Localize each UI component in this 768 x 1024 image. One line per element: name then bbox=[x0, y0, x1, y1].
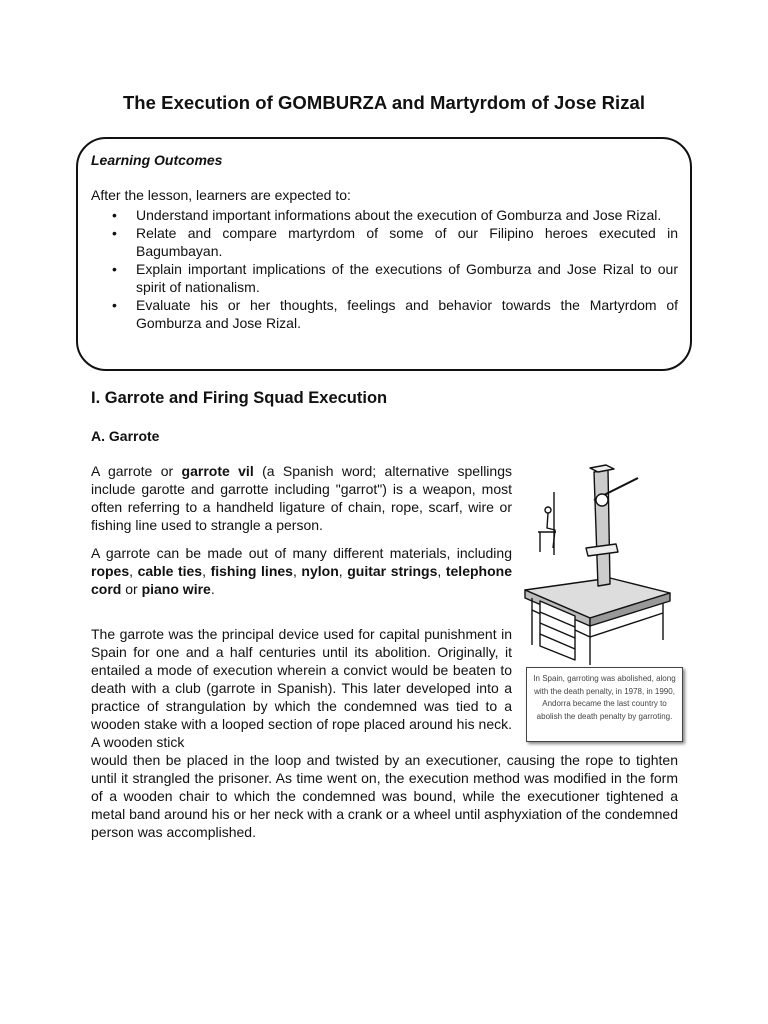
page-title: The Execution of GOMBURZA and Martyrdom of Jose Rizal bbox=[122, 92, 646, 113]
garrote-illustration bbox=[520, 460, 688, 668]
list-item: • Relate and compare martyrdom of some of our Filipino heroes executed in Bagumbayan. bbox=[91, 224, 678, 260]
paragraph-history-continued: would then be placed in the loop and twisted by an executioner, causing the rope to tighten until it strangled the prisoner. As time went on, the execution method was modified in the form of a wooden chair to which the condemned was bound, while the executioner tightened a metal band around his or her neck with a crank or a wheel until asphyxiation of the condemned person was accomplished. bbox=[91, 752, 678, 840]
figure-caption: In Spain, garroting was abolished, along with the death penalty, in 1978, in 1990, Andorra became the last country to abolish the death penalty by garroting. bbox=[526, 667, 683, 742]
learning-outcomes-list bbox=[91, 206, 678, 332]
learning-outcomes-heading: Learning Outcomes bbox=[91, 152, 223, 168]
paragraph-materials: A garrote can be made out of many different materials, including ropes, cable ties, fishing lines, nylon, guitar strings, telephone cord or piano wire. bbox=[91, 545, 512, 597]
subsection-heading: A. Garrote bbox=[91, 428, 160, 444]
list-item: • Explain important implications of the executions of Gomburza and Jose Rizal to our spirit of nationalism. bbox=[91, 260, 678, 296]
paragraph-definition: A garrote or garrote vil (a Spanish word; alternative spellings include garotte and garrotte including "garrot") is a weapon, most often referring to a handheld ligature of chain, rope, scarf, wire or fishing line used to strangle a person. bbox=[91, 463, 512, 533]
section-heading: I. Garrote and Firing Squad Execution bbox=[91, 389, 388, 407]
list-item: • Evaluate his or her thoughts, feelings and behavior towards the Martyrdom of Gomburza and Jose Rizal. bbox=[91, 296, 678, 332]
list-item: • Understand important informations about the execution of Gomburza and Jose Rizal. bbox=[91, 206, 678, 224]
learning-outcomes-intro: After the lesson, learners are expected to: bbox=[91, 187, 351, 203]
paragraph-history: The garrote was the principal device used for capital punishment in Spain for one and a half centuries until its abolition. Originally, it entailed a mode of execution wherein a convict would be beaten to death with a club (garrote in Spanish). This later developed into a practice of strangulation by which the condemned was tied to a wooden stake with a looped section of rope placed around his neck. A wooden stick bbox=[91, 626, 512, 750]
